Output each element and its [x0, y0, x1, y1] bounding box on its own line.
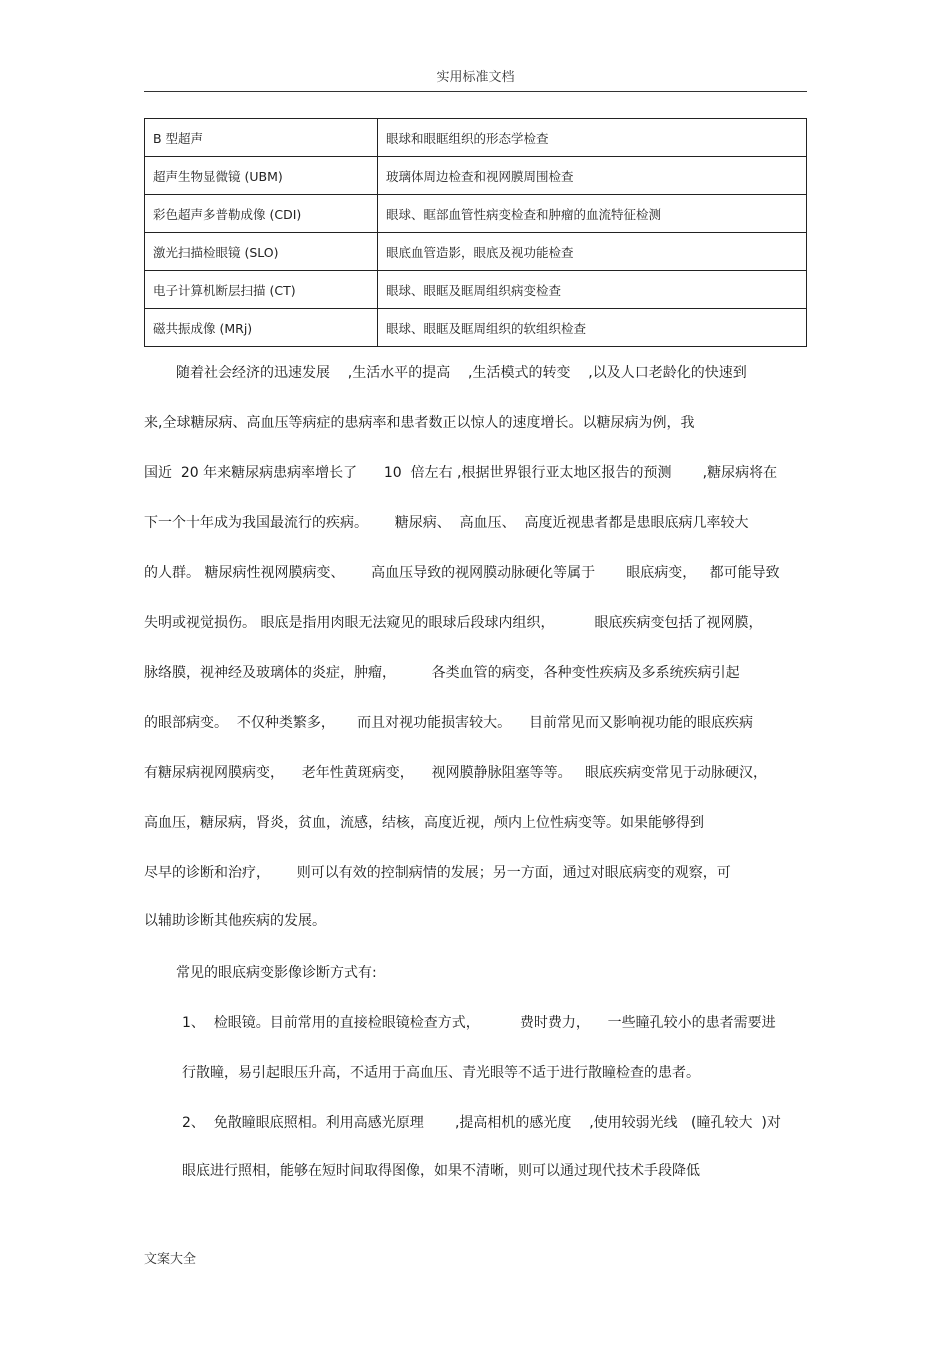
method-cell: 彩色超声多普勒成像 (CDI) [145, 195, 378, 233]
list-item: 2、 免散瞳眼底照相。利用高感光原理 ,提高相机的感光度 ,使用较弱光线 (瞳孔较大 )对 [182, 1115, 781, 1131]
body-line: 国近 20 年来糖尿病患病率增长了 10 倍左右 ,根据世界银行亚太地区报告的预测 ,糖尿病将在 [144, 465, 778, 481]
exam-methods-table [144, 118, 807, 347]
body-line: 高血压，糖尿病，肾炎，贫血，流感，结核，高度近视，颅内上位性病变等。如果能够得到 [144, 815, 704, 831]
method-cell: B 型超声 [145, 119, 378, 157]
page-footer: 文案大全 [144, 1252, 197, 1267]
body-line: 来,全球糖尿病、高血压等病症的患病率和患者数正以惊人的速度增长。以糖尿病为例，我 [144, 415, 695, 431]
use-cell: 眼底血管造影，眼底及视功能检查 [378, 233, 807, 271]
body-line: 下一个十年成为我国最流行的疾病。 糖尿病、 高血压、 高度近视患者都是患眼底病几率较大 [144, 515, 749, 531]
body-line: 的眼部病变。 不仅种类繁多， 而且对视功能损害较大。 目前常见而又影响视功能的眼底疾病 [144, 715, 753, 731]
use-cell: 玻璃体周边检查和视网膜周围检查 [378, 157, 807, 195]
table-row [145, 119, 807, 157]
table-row [145, 195, 807, 233]
method-cell: 超声生物显微镜 (UBM) [145, 157, 378, 195]
use-cell: 眼球、眼眶及眶周组织的软组织检查 [378, 309, 807, 347]
list-item-continuation: 眼底进行照相，能够在短时间取得图像，如果不清晰，则可以通过现代技术手段降低 [182, 1163, 700, 1179]
method-cell: 电子计算机断层扫描 (CT) [145, 271, 378, 309]
method-cell: 磁共振成像 (MRj) [145, 309, 378, 347]
body-line: 的人群。 糖尿病性视网膜病变、 高血压导致的视网膜动脉硬化等属于 眼底病变， 都可能导致 [144, 565, 780, 581]
body-line: 以辅助诊断其他疾病的发展。 [144, 913, 326, 929]
list-item: 1、 检眼镜。目前常用的直接检眼镜检查方式， 费时费力， 一些瞳孔较小的患者需要进 [182, 1015, 776, 1031]
body-line: 有糖尿病视网膜病变， 老年性黄斑病变， 视网膜静脉阻塞等等。 眼底疾病变常见于动脉硬汉， [144, 765, 767, 781]
table-row [145, 233, 807, 271]
body-line: 失明或视觉损伤。 眼底是指用肉眼无法窥见的眼球后段球内组织， 眼底疾病变包括了视网膜， [144, 615, 763, 631]
table-row [145, 157, 807, 195]
table-row [145, 271, 807, 309]
use-cell: 眼球、眶部血管性病变检查和肿瘤的血流特征检测 [378, 195, 807, 233]
method-cell: 激光扫描检眼镜 (SLO) [145, 233, 378, 271]
use-cell: 眼球和眼眶组织的形态学检查 [378, 119, 807, 157]
page-header: 实用标准文档 [436, 70, 515, 85]
body-line: 尽早的诊断和治疗， 则可以有效的控制病情的发展；另一方面，通过对眼底病变的观察，可 [144, 865, 731, 881]
list-item-continuation: 行散瞳，易引起眼压升高，不适用于高血压、青光眼等不适于进行散瞳检查的患者。 [182, 1065, 700, 1081]
table-row [145, 309, 807, 347]
use-cell: 眼球、眼眶及眶周组织病变检查 [378, 271, 807, 309]
body-line: 随着社会经济的迅速发展 ,生活水平的提高 ,生活模式的转变 ,以及人口老龄化的快速到 [176, 365, 747, 381]
section-intro: 常见的眼底病变影像诊断方式有: [176, 965, 377, 981]
body-line: 脉络膜，视神经及玻璃体的炎症，肿瘤， 各类血管的病变，各种变性疾病及多系统疾病引起 [144, 665, 740, 681]
header-rule [144, 91, 807, 92]
